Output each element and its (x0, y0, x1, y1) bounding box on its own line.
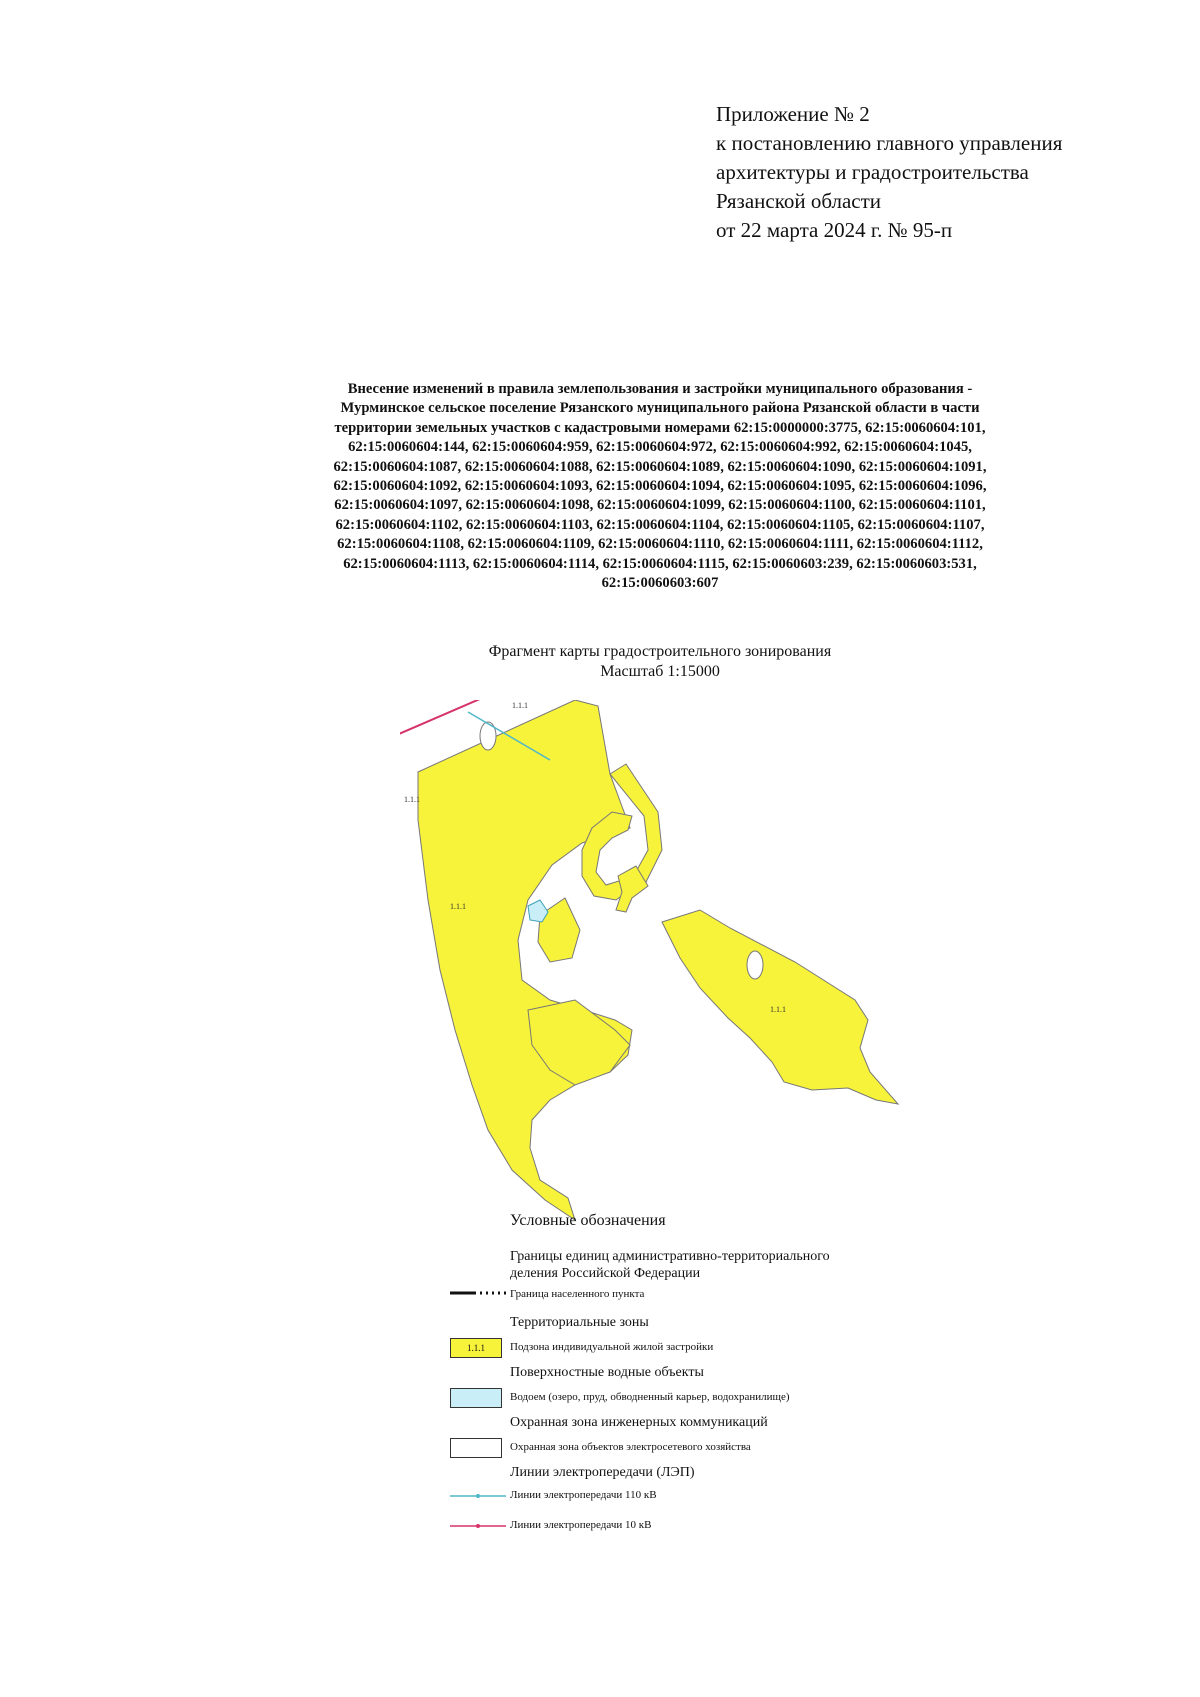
legend-admin-header-line1: Границы единиц административно-территориального (510, 1249, 830, 1264)
legend-protect-item: Охранная зона объектов электросетевого хозяйства (510, 1441, 751, 1453)
zone-label: 1.1.1 (512, 701, 528, 710)
title-line: 62:15:0060604:1113, 62:15:0060604:1114, 62:15:0060604:1115, 62:15:0060603:239, 62:15:0060603:531, (343, 555, 977, 572)
map-caption (250, 642, 1070, 682)
title-line: Внесение изменений в правила землепользования и застройки муниципального образования - (347, 381, 973, 397)
appendix-line: архитектуры и градостроительства (716, 160, 1029, 184)
legend-zone-code: 1.1.1 (467, 1343, 485, 1353)
title-line: 62:15:0060604:1102, 62:15:0060604:1103, 62:15:0060604:1104, 62:15:0060604:1105, 62:15:0060604:1107, (335, 516, 985, 533)
appendix-line: Рязанской области (716, 189, 882, 213)
zoning-map (400, 700, 980, 1220)
title-line: 62:15:0060604:144, 62:15:0060604:959, 62:15:0060604:972, 62:15:0060604:992, 62:15:0060604:1045, (348, 439, 972, 456)
legend-water-swatch (450, 1388, 502, 1408)
title-line: территории земельных участков с кадастровыми номерами 62:15:0000000:3775, 62:15:0060604:101, (334, 419, 986, 436)
lep10-symbol (450, 1521, 506, 1531)
appendix-line: Приложение № 2 (716, 102, 870, 126)
legend-admin-header-line2: деления Российской Федерации (510, 1266, 701, 1281)
title-line: 62:15:0060604:1092, 62:15:0060604:1093, 62:15:0060604:1094, 62:15:0060604:1095, 62:15:0060604:1096, (333, 478, 987, 495)
legend-lep110-item: Линии электропередачи 110 кВ (510, 1489, 657, 1501)
legend-water-item: Водоем (озеро, пруд, обводненный карьер, водохранилище) (510, 1391, 790, 1403)
legend-lep-header: Линии электропередачи (ЛЭП) (510, 1465, 695, 1480)
title-line: 62:15:0060604:1097, 62:15:0060604:1098, 62:15:0060604:1099, 62:15:0060604:1100, 62:15:0060604:1101, (334, 497, 986, 514)
legend-admin-header (510, 1248, 830, 1282)
appendix-header (716, 100, 1062, 245)
appendix-line: к постановлению главного управления (716, 131, 1063, 155)
white-patch-east (747, 951, 763, 979)
legend-zone-swatch (450, 1338, 502, 1358)
legend-title: Условные обозначения (510, 1212, 666, 1229)
zone-label: 1.1.1 (450, 902, 466, 911)
title-line: 62:15:0060604:1087, 62:15:0060604:1088, 62:15:0060604:1089, 62:15:0060604:1090, 62:15:0060604:1091, (333, 458, 987, 475)
zone-label: 1.1.1 (770, 1005, 786, 1014)
map-caption-title: Фрагмент карты градостроительного зонирования (488, 643, 832, 660)
legend-zone-item: Подзона индивидуальной жилой застройки (510, 1341, 714, 1353)
settlement-boundary-symbol (450, 1288, 506, 1298)
map-scale: Масштаб 1:15000 (600, 663, 720, 680)
legend-zones-header: Территориальные зоны (510, 1315, 649, 1330)
legend-protect-swatch (450, 1438, 502, 1458)
legend-water-header: Поверхностные водные объекты (510, 1365, 704, 1380)
zone-polygon-west (418, 700, 632, 1220)
zone-label: 1.1.1 (404, 795, 420, 804)
legend-protect-header: Охранная зона инженерных коммуникаций (510, 1415, 768, 1430)
appendix-line: от 22 марта 2024 г. № 95-п (716, 218, 953, 242)
legend-lep10-item: Линии электропередачи 10 кВ (510, 1519, 652, 1531)
document-title (250, 380, 1070, 593)
title-line: 62:15:0060604:1108, 62:15:0060604:1109, 62:15:0060604:1110, 62:15:0060604:1111, 62:15:0060604:1112, (337, 536, 983, 553)
title-line: Мурминское сельское поселение Рязанского муниципального района Рязанской области в части (340, 400, 980, 417)
lep110-symbol (450, 1491, 506, 1501)
title-line: 62:15:0060603:607 (601, 575, 719, 592)
legend-settlement-boundary: Граница населенного пункта (510, 1288, 645, 1300)
